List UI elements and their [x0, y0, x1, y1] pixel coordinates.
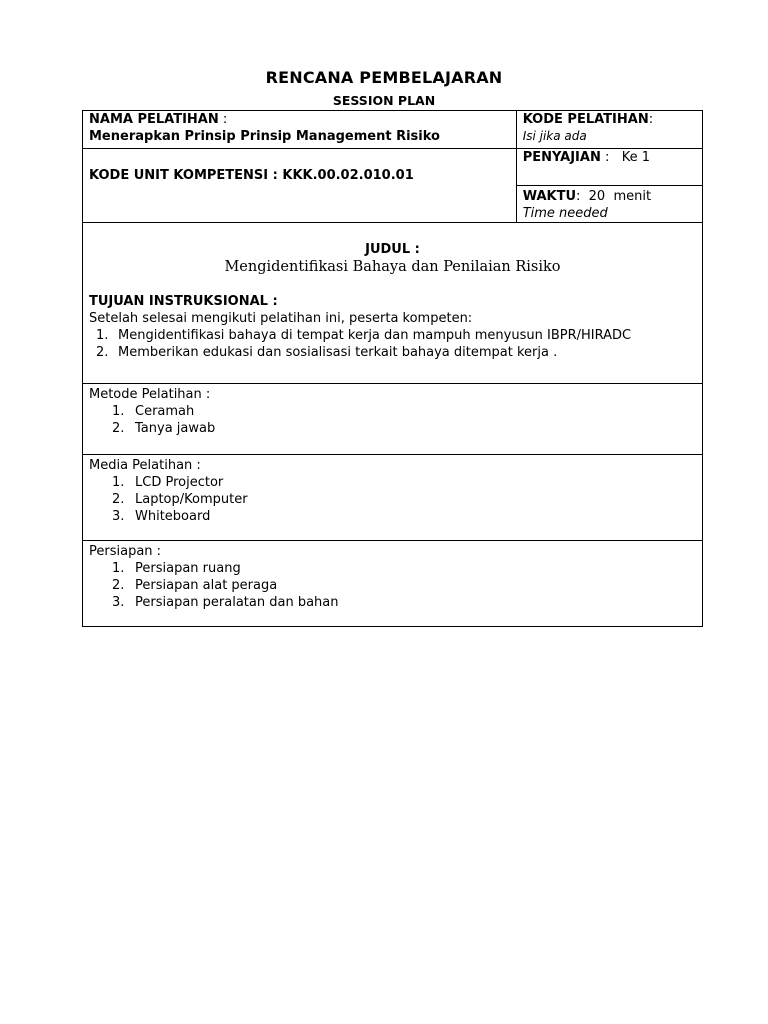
penyajian-label: PENYAJIAN	[522, 150, 601, 165]
judul-text: Mengidentifikasi Bahaya dan Penilaian Risiko	[224, 259, 561, 275]
list-item	[89, 420, 696, 437]
media-label: Media Pelatihan :	[89, 458, 201, 473]
kode-unit-kompetensi: KODE UNIT KOMPETENSI : KKK.00.02.010.01	[89, 168, 414, 183]
list-text: Mengidentifikasi bahaya di tempat kerja dan mampuh menyusun IBPR/HIRADC	[118, 328, 632, 343]
list-text: LCD Projector	[135, 475, 224, 490]
list-number: 2.	[112, 578, 125, 593]
metode-section	[83, 384, 703, 455]
list-number: 1.	[112, 561, 125, 576]
waktu-label: WAKTU	[522, 189, 577, 204]
kode-pelatihan-cell	[516, 111, 702, 149]
list-item	[89, 508, 696, 525]
waktu-line	[523, 186, 696, 205]
tujuan-list	[89, 327, 696, 361]
tujuan-intro: Setelah selesai mengikuti pelatihan ini, peserta kompeten:	[89, 311, 473, 326]
document-title: RENCANA PEMBELAJARAN	[265, 68, 503, 87]
list-number: 3.	[112, 509, 125, 524]
list-item	[89, 594, 696, 611]
list-text: Ceramah	[135, 404, 195, 419]
judul-label: JUDUL :	[365, 242, 420, 257]
list-item	[89, 577, 696, 594]
media-list	[89, 474, 696, 525]
list-number: 1.	[112, 404, 125, 419]
penyajian-value: : Ke 1	[600, 150, 651, 165]
persiapan-list	[89, 560, 696, 611]
list-number: 2.	[96, 345, 109, 360]
list-number: 3.	[112, 595, 125, 610]
list-number: 2.	[112, 421, 125, 436]
media-section	[83, 455, 703, 541]
list-item	[89, 560, 696, 577]
kode-pelatihan-label: KODE PELATIHAN	[522, 112, 649, 127]
list-number: 1.	[96, 328, 109, 343]
document-subtitle: SESSION PLAN	[332, 93, 436, 108]
list-text: Laptop/Komputer	[135, 492, 248, 507]
waktu-value: : 20 menit	[576, 189, 652, 204]
tujuan-label: TUJUAN INSTRUKSIONAL :	[89, 294, 278, 309]
list-number: 1.	[112, 475, 125, 490]
waktu-hint: Time needed	[522, 206, 608, 221]
metode-label: Metode Pelatihan :	[89, 387, 211, 402]
list-item	[89, 491, 696, 508]
list-text: Persiapan ruang	[135, 561, 241, 576]
nama-pelatihan-cell	[83, 111, 517, 149]
kode-unit-cell	[83, 149, 517, 223]
waktu-cell	[516, 186, 702, 223]
list-text: Memberikan edukasi dan sosialisasi terkait bahaya ditempat kerja .	[118, 345, 558, 360]
nama-pelatihan-label: NAMA PELATIHAN	[89, 112, 219, 127]
judul-section	[83, 223, 703, 384]
list-item	[89, 403, 696, 420]
list-number: 2.	[112, 492, 125, 507]
list-text: Persiapan alat peraga	[135, 578, 278, 593]
persiapan-label: Persiapan :	[89, 544, 162, 559]
nama-pelatihan-label-line	[89, 111, 510, 128]
nama-pelatihan-colon: :	[218, 112, 228, 127]
list-text: Tanya jawab	[135, 421, 216, 436]
kode-pelatihan-colon: :	[648, 112, 654, 127]
kode-pelatihan-label-line	[523, 111, 696, 128]
session-plan-table	[82, 110, 703, 627]
list-text: Whiteboard	[135, 509, 211, 524]
list-item	[89, 474, 696, 491]
kode-pelatihan-hint: Isi jika ada	[522, 129, 587, 143]
list-text: Persiapan peralatan dan bahan	[135, 595, 339, 610]
metode-list	[89, 403, 696, 437]
list-item	[89, 344, 696, 361]
list-item	[89, 327, 696, 344]
penyajian-cell	[516, 149, 702, 186]
nama-pelatihan-value: Menerapkan Prinsip Prinsip Management Risiko	[89, 129, 440, 144]
persiapan-section	[83, 541, 703, 627]
